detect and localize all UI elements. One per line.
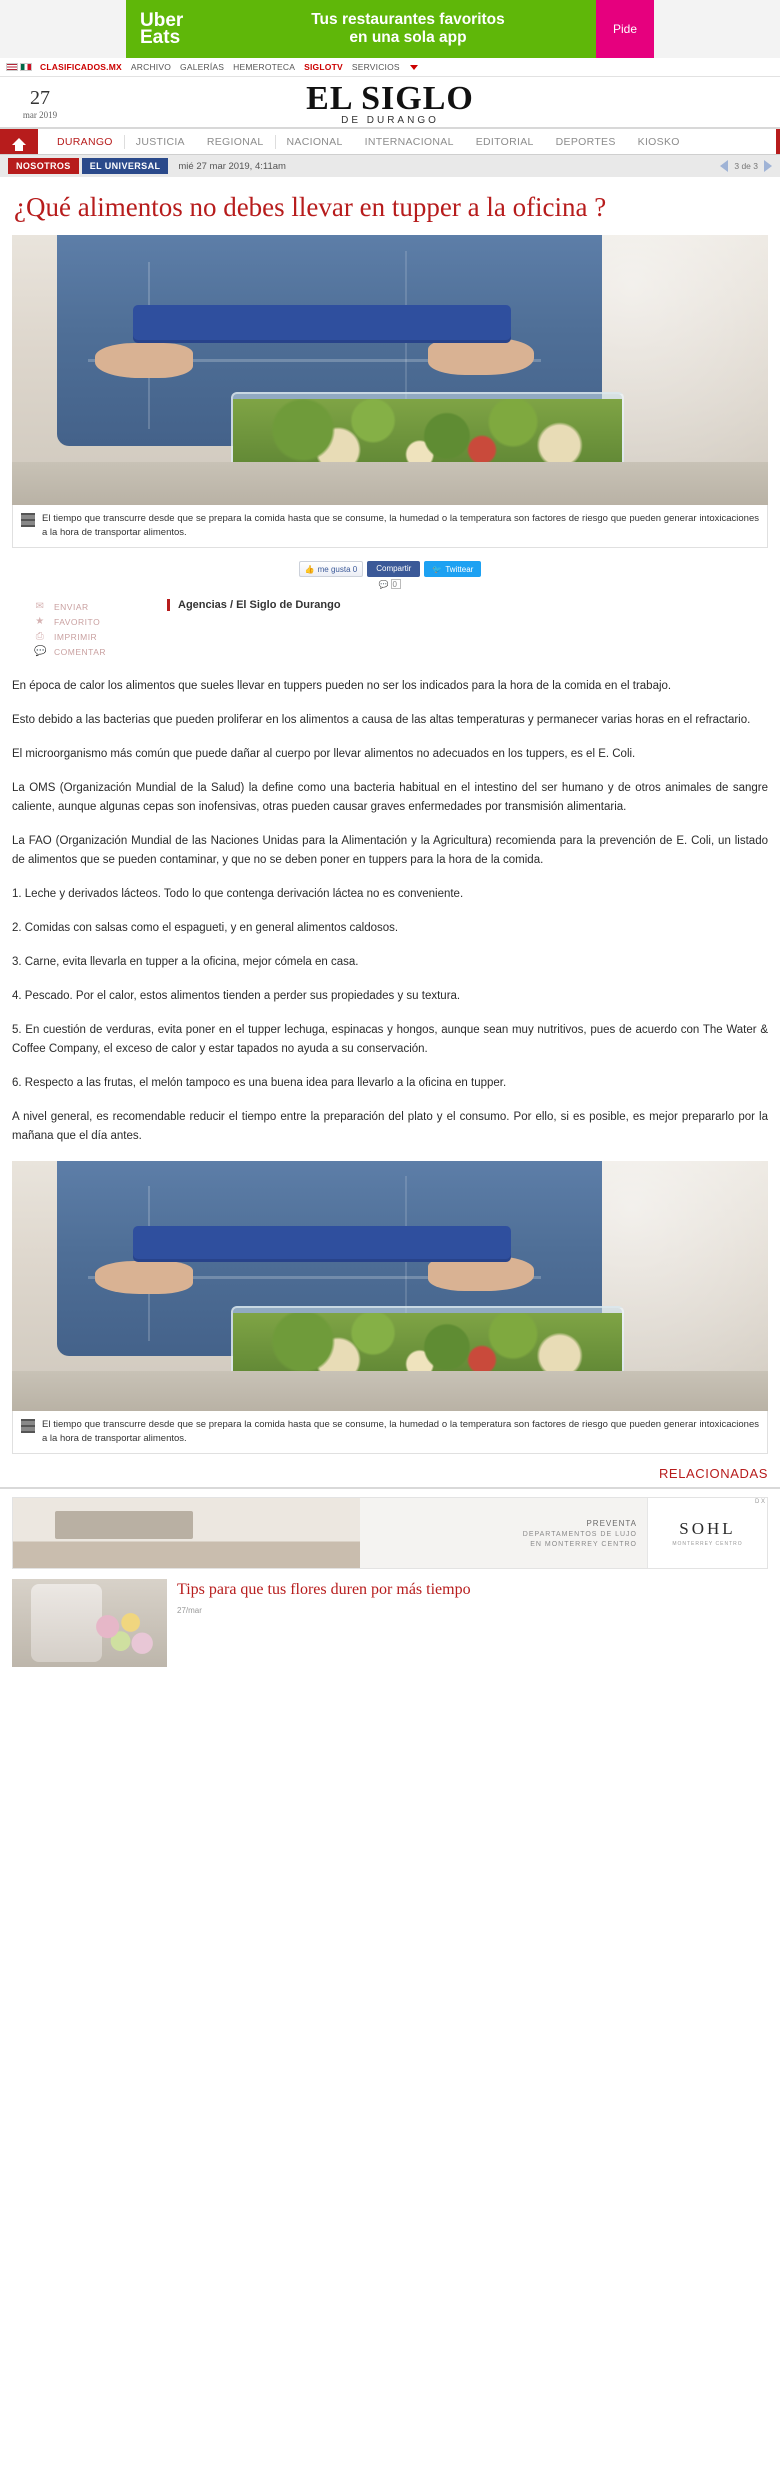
uber-eats-ad[interactable] [126,0,654,58]
logo-main-text: EL SIGLO [306,79,474,117]
photo-container-lid [133,305,511,340]
prev-article-icon[interactable] [720,160,728,172]
paragraph: 4. Pescado. Por el calor, estos alimentos tienden a perder sus propiedades y su textura. [12,990,461,1002]
paragraph: El microorganismo más común que puede dañar al cuerpo por llevar alimentos no adecuados en los tuppers, es el E. Coli. [12,748,636,760]
comment-bubble-icon: 💬 [378,579,389,589]
photo-hand-left [95,343,193,378]
related-thumbnail [12,1579,167,1667]
paragraph: A nivel general, es recomendable reducir el tiempo entre la preparación del plato y el consumo. Por ello, si es posible, es mejor prepararlo por la mañana que el día antes. [12,1111,768,1142]
facebook-share-button[interactable]: Compartir [367,561,420,577]
masthead [0,77,780,127]
flag-us-icon[interactable] [6,63,18,71]
ad-brand [647,1498,767,1568]
article-pager [720,160,772,172]
tool-imprimir-label: IMPRIMIR [54,631,98,642]
nav-right-accent [776,129,780,154]
pager-count: 3 de 3 [734,161,758,171]
nav-item-regional[interactable]: REGIONAL [206,135,264,148]
tool-favorito-label: FAVORITO [54,616,101,627]
related-article-item[interactable] [0,1569,780,1671]
related-article-date: 27/mar [177,1606,202,1615]
flag-mx-icon[interactable] [20,63,32,71]
logo-sub-text: DE DURANGO [341,114,439,126]
article-hero-image [12,235,768,505]
photo-tupper-salad-2 [12,1161,768,1411]
gallery-icon [21,1419,35,1433]
photo-counter [12,462,768,505]
ad-copy-line1: PREVENTA [586,1518,637,1528]
paragraph: La FAO (Organización Mundial de las Naciones Unidas para la Alimentación y la Agricultura) recomienda para la prevención de E. Coli, un listado de alimentos que se pueden contaminar, y que no se deben poner en tuppers para la hora de la comida. [12,835,768,866]
caption-text: El tiempo que transcurre desde que se prepara la comida hasta que se consume, la humedad o la temperatura son factores de riesgo que pueden generar intoxicaciones a la hora de transportar alimentos. [42,513,759,538]
tool-comentar-label: COMENTAR [54,646,107,657]
nav-item-durango[interactable]: DURANGO [57,135,113,148]
photo-container-lid [133,1226,511,1259]
chevron-down-icon[interactable] [410,65,418,70]
tool-enviar[interactable] [34,599,167,614]
source-tag-el-universal[interactable]: EL UNIVERSAL [82,158,169,174]
facebook-like-button[interactable] [299,561,364,577]
ad-image [13,1498,360,1568]
article-body [0,677,780,1146]
article-sub-bar [0,155,780,177]
language-flags[interactable] [6,63,34,71]
photo-hand-left [95,1261,193,1294]
nav-clasificados[interactable]: CLASIFICADOS.MX [40,62,122,72]
thumb-flowers [86,1611,157,1664]
facebook-like-label: me gusta 0 [317,564,358,574]
paragraph: 5. En cuestión de verduras, evita poner en el tupper lechuga, espinacas y hongos, aunque sean muy nutritivos, pues de acuerdo con The Water & Coffee Company, el exceso de calor y estar tapados no ayuda a su conservación. [12,1024,768,1055]
related-heading: RELACIONADAS [0,1454,780,1489]
byline-row [12,599,768,659]
nav-item-editorial[interactable]: EDITORIAL [475,135,534,148]
ad-copy [360,1498,647,1568]
site-logo[interactable] [70,79,710,126]
paragraph: 6. Respecto a las frutas, el melón tampoco es una buena idea para llevarlo a la oficina en tupper. [12,1077,507,1089]
tool-favorito[interactable] [34,614,167,629]
printer-icon: ⎙ [35,631,45,642]
uber-eats-logo [126,12,222,46]
nav-servicios[interactable]: SERVICIOS [351,62,400,72]
comment-icon: 💬 [34,646,47,657]
ad-choices-label[interactable]: D X [754,1499,765,1505]
article-bottom-image [12,1161,768,1411]
photo-hand-right [428,1256,534,1291]
related-article-text [177,1579,768,1615]
nav-item-internacional[interactable]: INTERNACIONAL [364,135,454,148]
nav-archivo[interactable]: ARCHIVO [130,62,172,72]
uber-eats-logo-line2: Eats [140,27,181,48]
date-month-year: mar 2019 [22,109,58,120]
paragraph: Esto debido a las bacterias que pueden proliferar en los alimentos a causa de las altas temperaturas y permanecer varias horas en el refractario. [12,714,751,726]
thumbs-up-icon: 👍 [304,564,315,574]
nav-item-justicia[interactable]: JUSTICIA [135,135,185,148]
tool-comentar[interactable] [34,644,167,659]
nav-siglotv[interactable]: SIGLOTV [304,62,343,72]
twitter-share-button[interactable] [424,561,481,577]
article-container [0,191,780,659]
envelope-icon: ✉ [35,601,45,612]
home-icon [12,138,26,145]
photo-hand-right [428,338,534,376]
paragraph: La OMS (Organización Mundial de la Salud) la define como una bacteria habitual en el intestino del ser humano y de otros animales de sangre caliente, aunque algunas cepas son inofensivas, otras pueden causar graves enfermedades por transmisión alimentaria. [12,782,768,813]
ad-headline-line1: Tus restaurantes favoritos [311,11,505,28]
main-nav [0,127,780,155]
main-nav-items [38,129,776,154]
nav-home-button[interactable] [0,129,38,154]
ad-copy-line3: EN MONTERREY CENTRO [530,1540,637,1548]
nav-galerias[interactable]: GALERÍAS [180,62,225,72]
page-title: ¿Qué alimentos no debes llevar en tupper a la oficina ? [14,192,607,222]
image-caption-bottom [12,1411,768,1454]
ad-cta-button[interactable]: Pide [596,0,654,58]
article-timestamp: mié 27 mar 2019, 4:11am [178,160,286,172]
nav-item-deportes[interactable]: DEPORTES [555,135,616,148]
nav-hemeroteca[interactable]: HEMEROTECA [233,62,296,72]
social-share-row [12,561,768,577]
comment-count-row[interactable] [12,579,768,589]
caption-text-bottom: El tiempo que transcurre desde que se prepara la comida hasta que se consume, la humedad o la temperatura son factores de riesgo que pueden generar intoxicaciones a la hora de transportar alimentos. [42,1419,759,1444]
paragraph: 1. Leche y derivados lácteos. Todo lo que contenga derivación láctea no es conveniente. [12,888,464,900]
masthead-date [10,88,70,120]
section-tag-nosotros[interactable]: NOSOTROS [8,158,79,174]
photo-tupper-salad [12,235,768,505]
twitter-share-label: Twittear [445,564,474,574]
mid-advertisement[interactable] [12,1497,768,1569]
comment-counter-box: 0 [391,579,401,589]
gallery-icon [21,513,35,527]
nav-item-kiosko[interactable]: KIOSKO [637,135,680,148]
article-byline: Agencias / El Siglo de Durango [167,599,341,611]
article-tools [12,599,167,659]
next-article-icon[interactable] [764,160,772,172]
utility-nav [0,58,780,77]
paragraph: En época de calor los alimentos que sueles llevar en tuppers pueden no ser los indicados para la hora de la comida en el trabajo. [12,680,672,692]
ad-copy-line2: DEPARTAMENTOS DE LUJO [522,1530,637,1538]
uber-eats-logo-line1: Uber [140,10,184,31]
article-bottom-media [0,1161,780,1454]
related-article-title[interactable]: Tips para que tus flores duren por más tiempo [177,1581,471,1598]
ad-headline-line2: en una sola app [349,29,467,46]
tool-enviar-label: ENVIAR [54,601,89,612]
nav-item-nacional[interactable]: NACIONAL [286,135,343,148]
date-day: 27 [30,86,50,109]
twitter-icon: 🐦 [432,564,443,574]
photo-counter [12,1371,768,1411]
tool-imprimir[interactable] [34,629,167,644]
paragraph: 2. Comidas con salsas como el espagueti, y en general alimentos caldosos. [12,922,399,934]
paragraph: 3. Carne, evita llevarla en tupper a la oficina, mejor cómela en casa. [12,956,359,968]
star-icon: ★ [35,616,45,627]
ad-brand-sub: MONTERREY CENTRO [672,1541,743,1547]
ad-brand-name: SOHL [679,1519,736,1538]
uber-eats-ad-text [222,11,654,47]
image-caption [12,505,768,548]
top-advertisement[interactable] [0,0,780,58]
